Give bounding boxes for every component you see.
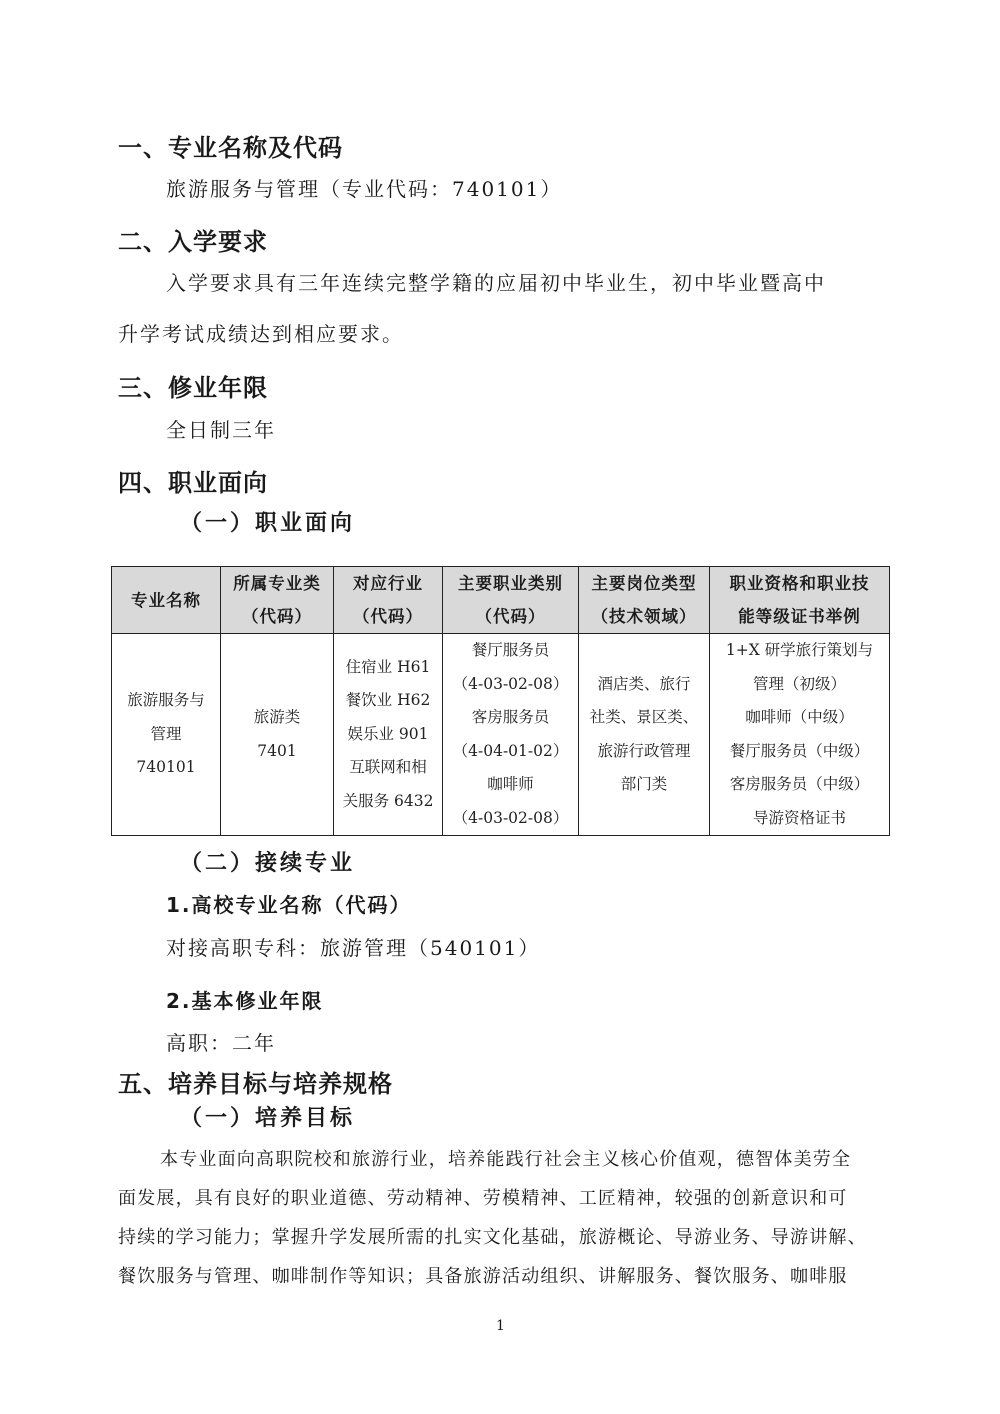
- section-5-title: 五、培养目标与培养规格: [118, 1070, 393, 1098]
- item-2-text: 高职：二年: [166, 1031, 276, 1055]
- occupation-table: [111, 566, 890, 836]
- section-2-line-2: 升学考试成绩达到相应要求。: [118, 322, 404, 346]
- cell-major-category: 旅游类 7401: [221, 634, 334, 836]
- item-2-title: 2.基本修业年限: [166, 989, 324, 1013]
- header-cell: 职业资格和职业技 能等级证书举例: [710, 567, 890, 634]
- section-1-text: 旅游服务与管理（专业代码：740101）: [166, 177, 563, 201]
- header-cell: 所属专业类 （代码）: [221, 567, 334, 634]
- section-2-title: 二、入学要求: [118, 228, 268, 256]
- section-5-line-4: 餐饮服务与管理、咖啡制作等知识；具备旅游活动组织、讲解服务、餐饮服务、咖啡服: [118, 1266, 848, 1287]
- cell-position-type: 酒店类、旅行 社类、景区类、 旅游行政管理 部门类: [579, 634, 710, 836]
- table-header-row: [112, 567, 890, 634]
- section-2-line-1: 入学要求具有三年连续完整学籍的应届初中毕业生，初中毕业暨高中: [166, 271, 826, 295]
- section-1-title: 一、专业名称及代码: [118, 134, 343, 162]
- section-5-line-2: 面发展，具有良好的职业道德、劳动精神、劳模精神、工匠精神，较强的创新意识和可: [118, 1188, 848, 1209]
- header-cell: 专业名称: [112, 567, 221, 634]
- section-4-title: 四、职业面向: [118, 469, 268, 497]
- section-5-line-1: 本专业面向高职院校和旅游行业，培养能践行社会主义核心价值观，德智体美劳全: [160, 1149, 852, 1170]
- section-5-line-3: 持续的学习能力；掌握升学发展所需的扎实文化基础，旅游概论、导游业务、导游讲解、: [118, 1227, 867, 1248]
- section-3-title: 三、修业年限: [118, 374, 268, 402]
- header-cell: 主要职业类别 （代码）: [443, 567, 579, 634]
- cell-certificates: 1+X 研学旅行策划与 管理（初级） 咖啡师（中级） 餐厅服务员（中级） 客房服务员（中级） 导游资格证书: [710, 634, 890, 836]
- page-number: 1: [496, 1318, 505, 1334]
- cell-major-name: 旅游服务与 管理 740101: [112, 634, 221, 836]
- cell-industry: 住宿业 H61 餐饮业 H62 娱乐业 901 互联网和相 关服务 6432: [334, 634, 443, 836]
- section-4-subtitle-2: （二）接续专业: [180, 851, 356, 876]
- section-4-subtitle-1: （一）职业面向: [180, 511, 356, 536]
- item-1-title: 1.高校专业名称（代码）: [166, 893, 412, 917]
- table-row: [112, 634, 890, 836]
- section-3-text: 全日制三年: [166, 418, 276, 442]
- item-1-text: 对接高职专科：旅游管理（540101）: [166, 936, 541, 960]
- header-cell: 主要岗位类型 （技术领域）: [579, 567, 710, 634]
- section-5-subtitle-1: （一）培养目标: [180, 1106, 356, 1131]
- cell-occupation-category: 餐厅服务员 （4-03-02-08） 客房服务员 （4-04-01-02） 咖啡师 （4-03-02-08）: [443, 634, 579, 836]
- header-cell: 对应行业 （代码）: [334, 567, 443, 634]
